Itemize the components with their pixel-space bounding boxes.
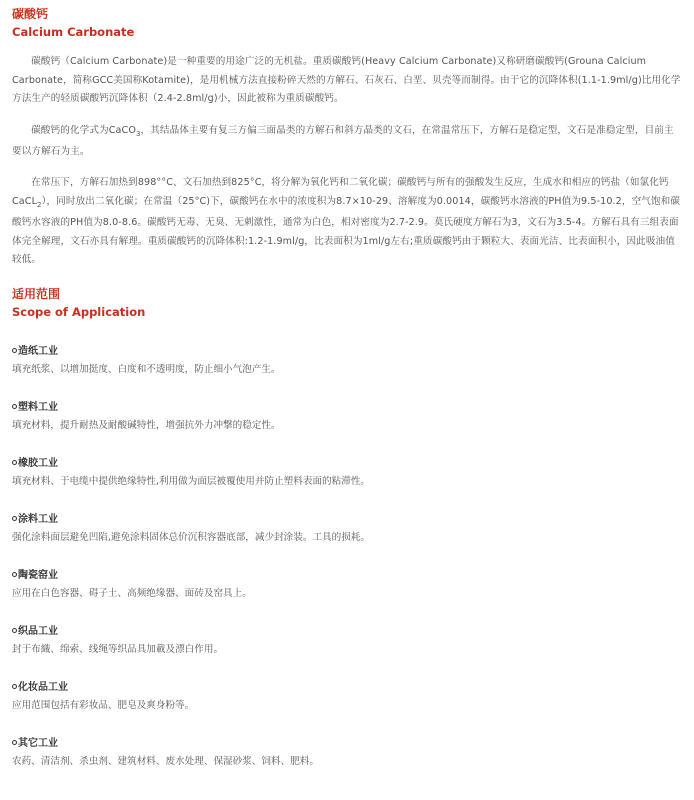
properties-paragraph: 在常压下，方解石加热到898°°C、文石加热到825°C，将分解为氧化钙和二氧化碳；碳酸钙与所有的强酸发生反应，生成水和相应的钙盐（如氯化钙CaCL$_2$），同时放出二氧化碳；在常温（25°C)下，碳酸钙在水中的浓度积为8.7×10-29、溶解度为0.0014，碳酸钙水溶液的PH值为9.5-10.2，空气饱和碳酸钙水容液的PH值为8.0-8.6。碳酸钙无毒、无臭、无刺激性，通常为白色，相对密度为2.7-2.9。莫氏硬度方解石为3，文石为3.5-4。方解石具有三组表面体完全解理，文石亦具有解理。重质碳酸钙的沉降体积:1.2-1.9ml/g，比表面积为1ml/g左右;重质碳酸钙由于颗粒大、表面光洁、比表面积小，因此吸油值较低。 (12, 177, 681, 266)
application-title: 造纸工业 (18, 345, 58, 357)
application-desc: 应用范围包括有彩妆品、肥皂及爽身粉等。 (12, 699, 195, 711)
application-item (12, 679, 682, 735)
bullet-icon (12, 572, 17, 577)
application-title: 其它工业 (18, 737, 58, 749)
bullet-icon (12, 740, 17, 745)
intro-paragraph: 碳酸钙（Calcium Carbonate)是一种重要的用途广泛的无机盐。重质碳酸钙(Heavy Calcium Carbonate)又称研磨碳酸钙(Grouna Calcium Carbonate，简称GCC美国称Kotamite)，是用机械方法直接粉碎天然的方解石、石灰石、白垩、贝壳等而制得。由于它的沉降体积(1.1-1.9ml/g)比用化学方法生产的轻质碳酸钙沉降体积（2.4-2.8ml/g)小，因此被称为重质碳酸钙。 (12, 56, 681, 104)
application-list (12, 343, 682, 791)
application-title: 塑料工业 (18, 401, 58, 413)
application-title: 织品工业 (18, 625, 58, 637)
bullet-icon (12, 516, 17, 521)
formula-paragraph: 碳酸钙的化学式为CaCO$_3$，其结晶体主要有复三方偏三面晶类的方解石和斜方晶类的文石，在常温常压下，方解石是稳定型，文石是准稳定型，目前主要以方解石为主。 (12, 124, 674, 157)
application-desc: 强化涂料面层避免凹陷,避免涂料固体总价沉积容器底部，减少封涂装。工具的损耗。 (12, 531, 371, 543)
application-desc: 填充材料，提升耐热及耐酸碱特性，增强抗外力冲撃的稳定性。 (12, 419, 281, 431)
application-title: 陶瓷窑业 (18, 569, 58, 581)
bullet-icon (12, 684, 17, 689)
application-desc: 填充材料、于电缆中提供绝缘特性,利用做为面层被覆使用并防止塑料表面的粘滞性。 (12, 475, 371, 487)
bullet-icon (12, 404, 17, 409)
application-item (12, 399, 682, 455)
application-item (12, 511, 682, 567)
application-title: 涂料工业 (18, 513, 58, 525)
application-title: 化妆品工业 (18, 681, 68, 693)
calcium-carbonate-section (12, 5, 682, 270)
section-title-cn: 碳酸钙 (12, 7, 49, 21)
scope-section (12, 285, 682, 791)
section-title-en: Calcium Carbonate (12, 25, 135, 39)
application-desc: 填充纸浆、以增加挺度、白度和不透明度，防止细小气泡产生。 (12, 363, 281, 375)
application-desc: 封于布織、绵索、线绳等织品具加載及漂白作用。 (12, 643, 224, 655)
section-title-en: Scope of Application (12, 304, 146, 319)
bullet-icon (12, 348, 17, 353)
bullet-icon (12, 460, 17, 465)
application-item (12, 735, 682, 791)
application-item (12, 343, 682, 399)
application-title: 橡胶工业 (18, 457, 58, 469)
application-desc: 农药、清洁剂、杀虫剂、建筑材料、废水处理、保湿砂浆、饲料、肥料。 (12, 755, 319, 767)
bullet-icon (12, 628, 17, 633)
application-item (12, 623, 682, 679)
application-item (12, 455, 682, 511)
application-item (12, 567, 682, 623)
section-title-cn: 适用范围 (12, 286, 61, 301)
application-desc: 应用在白色容器、碍子土、高频绝缘器、面砖及窑具上。 (12, 587, 252, 599)
